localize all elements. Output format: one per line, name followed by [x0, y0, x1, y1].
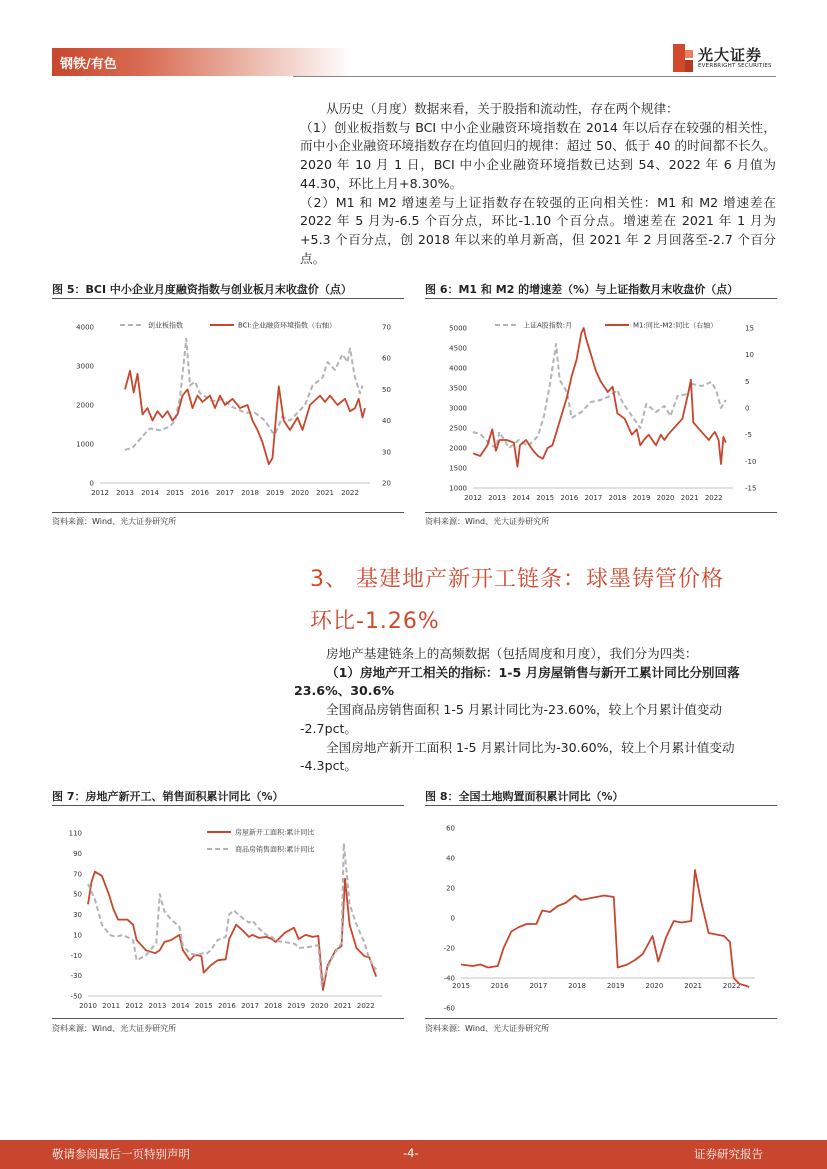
- fig8-source: 资料来源：Wind、光大证券研究所: [425, 1024, 550, 1033]
- fig7-y-left-tick-label: -30: [70, 972, 82, 981]
- fig7-x-tick-label: 2010: [79, 1002, 97, 1010]
- fig7-y-left-tick-label: 50: [73, 890, 82, 899]
- fig8-x-tick-label: 2016: [490, 982, 509, 990]
- fig5-x-tick-label: 2019: [266, 489, 284, 497]
- fig6-y-left-tick-label: 5000: [449, 324, 467, 333]
- fig5-x-tick-label: 2016: [191, 489, 209, 497]
- fig8-x-tick-label: 2018: [568, 982, 586, 990]
- fig6-x-tick-label: 2014: [512, 494, 531, 502]
- fig5-y-right-tick-label: 60: [382, 354, 391, 363]
- fig5-x-tick-label: 2012: [91, 489, 109, 497]
- fig5-legend-label: BCI:企业融资环境指数（右轴）: [238, 321, 336, 330]
- fig8-x-tick-label: 2020: [645, 982, 664, 990]
- fig5-y-left-tick-label: 4000: [76, 323, 94, 332]
- fig5-bottom-rule: [52, 512, 404, 513]
- fig8-y-left-tick-label: -60: [443, 1004, 455, 1013]
- intro-paragraph-3: （2）M1 和 M2 增速差与上证指数存在较强的正向相关性：M1 和 M2 增速差在 2022 年 5 月为-6.5 个百分点，环比-1.10 个百分点。增速差在 2021 年 1 月为+5.3 个百分点，创 2018 年以来的单月新高，但 2021 年 2 月回落至-2.7 个百分点。: [300, 194, 776, 266]
- fig7-y-left-tick-label: 10: [73, 931, 82, 940]
- fig5-y-right-tick-label: 70: [382, 323, 391, 332]
- fig5-x-tick-label: 2021: [316, 489, 334, 497]
- fig8-y-left-tick-label: 40: [446, 854, 455, 863]
- fig6-caption: 图 6：M1 和 M2 的增速差（%）与上证指数月末收盘价（点）: [425, 283, 739, 296]
- fig5-y-right-tick-label: 30: [382, 448, 391, 457]
- fig7-y-left-tick-label: -50: [70, 992, 82, 1001]
- fig5-x-tick-label: 2015: [166, 489, 184, 497]
- fig6-y-right-tick-label: -15: [745, 484, 757, 493]
- fig6-y-right-tick-label: 5: [745, 377, 750, 386]
- section3-paragraph-2: （1）房地产开工相关的指标：1-5 月房屋销售与新开工累计同比分别回落: [326, 664, 740, 680]
- fig7-y-left-tick-label: 90: [73, 849, 82, 858]
- fig6-y-left-tick-label: 1500: [449, 464, 467, 473]
- fig5-y-left-tick-label: 1000: [76, 440, 94, 449]
- fig7-series-line-2: [88, 843, 376, 986]
- fig8-y-left-tick-label: -40: [443, 974, 455, 983]
- fig7-y-left-tick-label: -10: [70, 951, 82, 960]
- fig5-y-right-tick-label: 20: [382, 479, 391, 488]
- fig8-y-left-tick-label: -20: [443, 944, 455, 953]
- fig8-bottom-rule: [425, 1018, 777, 1019]
- fig8-series-line-1: [461, 870, 749, 987]
- fig5-x-tick-label: 2014: [141, 489, 159, 497]
- fig6-x-tick-label: 2012: [464, 494, 482, 502]
- fig7-x-tick-label: 2022: [356, 1002, 375, 1010]
- brand-name-cn: 光大证券: [698, 46, 763, 64]
- fig6-y-left-tick-label: 3000: [449, 404, 467, 413]
- fig5-x-tick-label: 2022: [341, 489, 359, 497]
- section3-paragraph-3b: -2.7pct。: [300, 720, 358, 736]
- fig5-x-tick-label: 2013: [116, 489, 134, 497]
- fig7-y-left-tick-label: 70: [73, 870, 82, 879]
- fig7-caption: 图 7：房地产新开工、销售面积累计同比（%）: [52, 790, 284, 803]
- fig7-x-tick-label: 2013: [148, 1002, 167, 1010]
- brand-logo-icon: [673, 44, 693, 72]
- fig6-y-left-tick-label: 4000: [449, 364, 467, 373]
- fig7-x-tick-label: 2016: [217, 1002, 236, 1010]
- fig6-x-tick-label: 2022: [704, 494, 723, 502]
- fig6-y-left-tick-label: 3500: [449, 384, 467, 393]
- fig5-chart: [52, 310, 404, 510]
- fig6-source: 资料来源：Wind、光大证券研究所: [425, 517, 550, 526]
- fig6-x-tick-label: 2016: [560, 494, 579, 502]
- fig5-caption: 图 5：BCI 中小企业月度融资指数与创业板月末收盘价（点）: [52, 283, 352, 296]
- fig5-y-left-tick-label: 3000: [76, 362, 94, 371]
- fig5-y-right-tick-label: 50: [382, 385, 391, 394]
- fig6-y-right-tick-label: -5: [745, 431, 752, 440]
- fig6-y-left-tick-label: 2000: [449, 444, 467, 453]
- fig7-series-line-1: [88, 872, 376, 990]
- intro-paragraph-1: 从历史（月度）数据来看，关于股指和流动性，存在两个规律：: [326, 101, 679, 116]
- fig6-y-right-tick-label: 10: [745, 351, 754, 360]
- fig8-chart: [425, 818, 777, 1014]
- fig7-y-left-tick-label: 30: [73, 911, 82, 919]
- fig7-chart: [52, 818, 404, 1014]
- fig6-y-left-tick-label: 2500: [449, 424, 467, 433]
- fig5-legend-label: 创业板指数: [148, 321, 183, 330]
- section3-paragraph-3: 全国商品房销售面积 1-5 月累计同比为-23.60%，较上个月累计值变动: [326, 702, 722, 718]
- fig7-rule: [52, 805, 404, 806]
- fig5-x-tick-label: 2018: [241, 489, 259, 497]
- fig5-rule: [52, 298, 404, 299]
- fig6-chart: [425, 310, 777, 510]
- intro-paragraph-2: （1）创业板指数与 BCI 中小企业融资环境指数在 2014 年以后存在较强的相关性，而中小企业融资环境指数存在均值回归的规律：超过 50、低于 40 的时间都不长久。2020 年 10 月 1 日，BCI 中小企业融资环境指数已达到 54、2022 年 6 月值为 44.30，环比上月+8.30%。: [300, 119, 776, 191]
- fig6-y-left-tick-label: 4500: [449, 344, 467, 353]
- fig5-x-tick-label: 2017: [216, 489, 234, 497]
- fig7-legend-label: 房屋新开工面积:累计同比: [235, 828, 315, 837]
- fig6-bottom-rule: [425, 512, 777, 513]
- fig8-y-left-tick-label: 0: [450, 914, 455, 923]
- fig7-x-tick-label: 2018: [264, 1002, 283, 1010]
- fig7-source: 资料来源：Wind、光大证券研究所: [52, 1024, 177, 1033]
- fig6-x-tick-label: 2018: [608, 494, 627, 502]
- section3-paragraph-2b: 23.6%、30.6%: [294, 683, 394, 699]
- fig6-rule: [425, 298, 777, 299]
- fig7-x-tick-label: 2015: [194, 1002, 213, 1010]
- section-tag: 钢铁/有色: [60, 57, 117, 72]
- fig8-x-tick-label: 2019: [606, 982, 625, 990]
- fig7-y-left-tick-label: 110: [68, 829, 82, 838]
- fig6-y-right-tick-label: 15: [745, 324, 754, 333]
- fig8-caption: 图 8：全国土地购置面积累计同比（%）: [425, 790, 624, 803]
- fig6-x-tick-label: 2020: [656, 494, 675, 502]
- section-title-line2: 环比-1.26%: [310, 609, 440, 634]
- footer-report-type: 证券研究报告: [694, 1147, 763, 1161]
- fig5-y-left-tick-label: 2000: [76, 401, 94, 410]
- fig7-x-tick-label: 2017: [241, 1002, 259, 1010]
- section3-paragraph-4: 全国房地产新开工面积 1-5 月累计同比为-30.60%，较上个月累计值变动: [326, 739, 735, 755]
- header-rule: [293, 76, 776, 77]
- fig7-bottom-rule: [52, 1018, 404, 1019]
- fig7-x-tick-label: 2012: [125, 1002, 144, 1010]
- fig6-legend-label: 上证A股指数:月: [523, 321, 573, 330]
- fig5-series-line-1: [125, 339, 363, 450]
- fig6-legend-label: M1:同比-M2:同比（右轴）: [633, 321, 718, 330]
- fig6-x-tick-label: 2019: [632, 494, 651, 502]
- section3-paragraph-1: 房地产基建链条上的高频数据（包括周度和月度），我们分为四类：: [326, 646, 698, 661]
- fig5-y-left-tick-label: 0: [89, 479, 94, 488]
- fig5-x-tick-label: 2020: [291, 489, 309, 497]
- section3-paragraph-4b: -4.3pct。: [300, 758, 358, 774]
- fig8-x-tick-label: 2021: [684, 982, 703, 990]
- fig6-x-tick-label: 2017: [584, 494, 603, 502]
- footer-disclaimer: 敬请参阅最后一页特别声明: [52, 1147, 190, 1161]
- fig5-source: 资料来源：Wind、光大证券研究所: [52, 517, 177, 526]
- fig8-y-left-tick-label: 20: [446, 884, 455, 893]
- fig8-y-left-tick-label: 60: [446, 824, 455, 833]
- fig6-y-left-tick-label: 1000: [449, 484, 467, 493]
- fig8-x-tick-label: 2015: [452, 982, 470, 990]
- fig7-x-tick-label: 2011: [102, 1002, 121, 1010]
- fig6-x-tick-label: 2021: [680, 494, 699, 502]
- fig7-x-tick-label: 2019: [287, 1002, 306, 1010]
- fig7-x-tick-label: 2020: [310, 1002, 329, 1010]
- fig5-series-line-2: [125, 371, 365, 465]
- brand-name-en: EVERBRIGHT SECURITIES: [698, 63, 772, 69]
- fig7-legend-label: 商品房销售面积:累计同比: [235, 845, 315, 854]
- fig6-x-tick-label: 2013: [488, 494, 506, 502]
- section-title-line1: 3、 基建地产新开工链条：球墨铸管价格: [310, 567, 724, 592]
- fig5-y-right-tick-label: 40: [382, 417, 391, 426]
- fig6-x-tick-label: 2015: [536, 494, 555, 502]
- fig7-x-tick-label: 2021: [333, 1002, 352, 1010]
- fig8-x-tick-label: 2022: [722, 982, 741, 990]
- fig6-y-right-tick-label: -10: [745, 457, 757, 466]
- fig8-x-tick-label: 2017: [529, 982, 548, 990]
- footer-page-number: -4-: [403, 1146, 419, 1160]
- fig7-x-tick-label: 2014: [171, 1002, 190, 1010]
- fig6-y-right-tick-label: 0: [745, 404, 750, 413]
- fig8-rule: [425, 805, 777, 806]
